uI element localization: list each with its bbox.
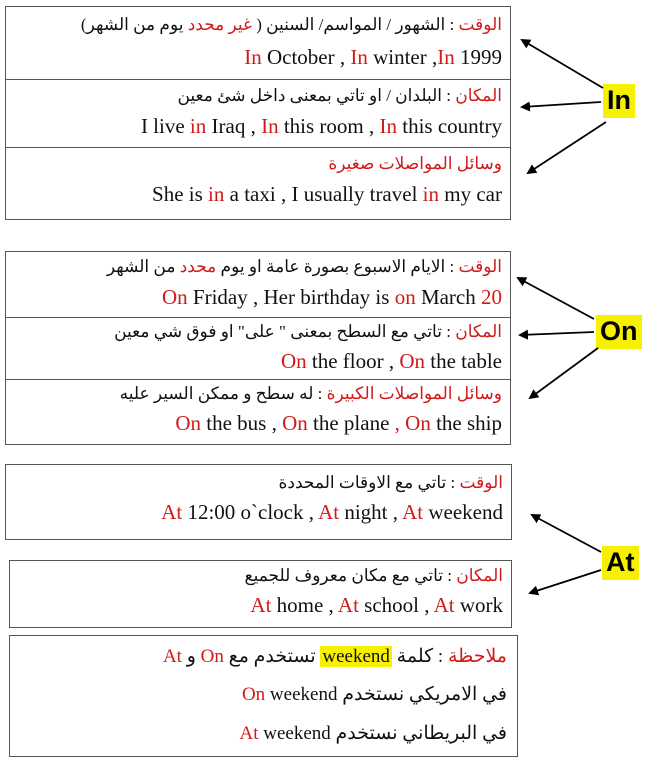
text-segment: the plane <box>307 411 395 435</box>
in-tag: In <box>603 84 635 118</box>
text-segment: October , <box>261 45 351 69</box>
text-segment: : تاتي مع مكان معروف للجميع <box>244 566 457 585</box>
text-segment: the bus , <box>201 411 283 435</box>
highlight-text: In <box>379 114 397 138</box>
text-segment: weekend <box>322 646 390 667</box>
highlight-text: ملاحظة <box>447 646 507 667</box>
highlight-text: In <box>244 45 262 69</box>
highlight-text: On <box>200 646 224 667</box>
at-arrow-time <box>532 515 601 552</box>
on-arrow-transport <box>530 348 598 398</box>
on-tag: On <box>596 315 642 349</box>
highlight-text: الوقت <box>459 473 503 492</box>
text-segment: this room , <box>278 114 380 138</box>
text-segment: March <box>415 285 481 309</box>
highlight-text: المكان <box>455 322 502 341</box>
highlight-text: At <box>433 593 455 617</box>
in-arrow-time <box>522 40 603 88</box>
text-segment: : تاتي مع الاوقات المحددة <box>278 473 460 492</box>
text-segment: winter , <box>367 45 438 69</box>
highlight-text: At <box>337 593 359 617</box>
at-tag: At <box>602 546 639 580</box>
text-segment: weekend <box>423 500 503 524</box>
at-arrow-place <box>530 570 601 593</box>
text-segment: this country <box>397 114 502 138</box>
highlight-text: in <box>208 182 225 206</box>
highlight-text: On <box>399 349 426 373</box>
highlight-text: At <box>239 723 259 744</box>
text-segment: She is <box>152 182 209 206</box>
highlight-text: , On <box>394 411 431 435</box>
highlight-text: on <box>394 285 416 309</box>
text-segment: 12:00 o`clock , <box>182 500 319 524</box>
highlight-text: At <box>250 593 272 617</box>
text-segment: Iraq , <box>206 114 262 138</box>
text-segment: weekend <box>265 684 338 705</box>
highlight-text: in <box>189 114 207 138</box>
text-segment: في البريطاني نستخدم <box>330 723 507 744</box>
highlight-text: On <box>161 285 188 309</box>
text-segment: تستخدم مع <box>223 646 321 667</box>
highlight-text: المكان <box>456 566 503 585</box>
highlight-text: At <box>161 500 183 524</box>
text-segment: Friday , Her birthday is <box>187 285 395 309</box>
text-segment: يوم من الشهر) <box>80 15 188 34</box>
highlight-text: 20 <box>481 285 502 309</box>
in-arrow-transport <box>528 122 606 173</box>
text-segment: work <box>454 593 503 617</box>
highlight-text: In <box>350 45 368 69</box>
highlight-text: وسائل المواصلات صغيرة <box>328 154 502 173</box>
highlight-text: On <box>175 411 202 435</box>
highlight-text: In <box>437 45 455 69</box>
text-segment: I live <box>140 114 190 138</box>
text-segment: weekend <box>258 723 331 744</box>
in-arrow-place <box>522 102 601 107</box>
highlight-text: وسائل المواصلات الكبيرة <box>326 384 502 403</box>
text-segment: the table <box>425 349 502 373</box>
text-segment: school , <box>358 593 434 617</box>
text-segment: و <box>181 646 201 667</box>
highlight-text: At <box>318 500 340 524</box>
text-segment: : الايام الاسبوع بصورة عامة او يوم <box>216 257 459 276</box>
highlight-text: On <box>282 411 308 435</box>
text-segment: 1999 <box>454 45 502 69</box>
on-arrow-time <box>518 278 594 319</box>
text-segment: the ship <box>430 411 502 435</box>
text-segment: home , <box>271 593 338 617</box>
text-segment: night , <box>339 500 403 524</box>
text-segment: : الشهور / المواسم/ السنين ( <box>251 15 459 34</box>
highlight-text: الوقت <box>458 15 502 34</box>
text-segment: my car <box>439 182 502 206</box>
text-segment: the floor , <box>306 349 400 373</box>
text-segment: من الشهر <box>106 257 180 276</box>
highlight-text: In <box>261 114 279 138</box>
highlight-text: On <box>241 684 266 705</box>
text-segment: : كلمة <box>391 646 448 667</box>
highlight-text: غير محدد <box>187 15 252 34</box>
text-segment: : له سطح و ممكن السير عليه <box>119 384 327 403</box>
highlight-text: المكان <box>455 86 502 105</box>
text-segment: : البلدان / او تاتي بمعنى داخل شئ معين <box>177 86 456 105</box>
highlight-text: محدد <box>179 257 217 276</box>
text-segment: : تاتي مع السطح بمعنى " على" او فوق شي معين <box>114 322 456 341</box>
text-segment: في الامريكي نستخدم <box>337 684 507 705</box>
highlight-text: الوقت <box>458 257 502 276</box>
highlight-text: in <box>422 182 440 206</box>
text-segment: a taxi , I usually travel <box>224 182 423 206</box>
highlight-text: At <box>162 646 182 667</box>
highlight-text: At <box>402 500 424 524</box>
on-arrow-place <box>520 332 594 335</box>
highlight-text: On <box>280 349 307 373</box>
